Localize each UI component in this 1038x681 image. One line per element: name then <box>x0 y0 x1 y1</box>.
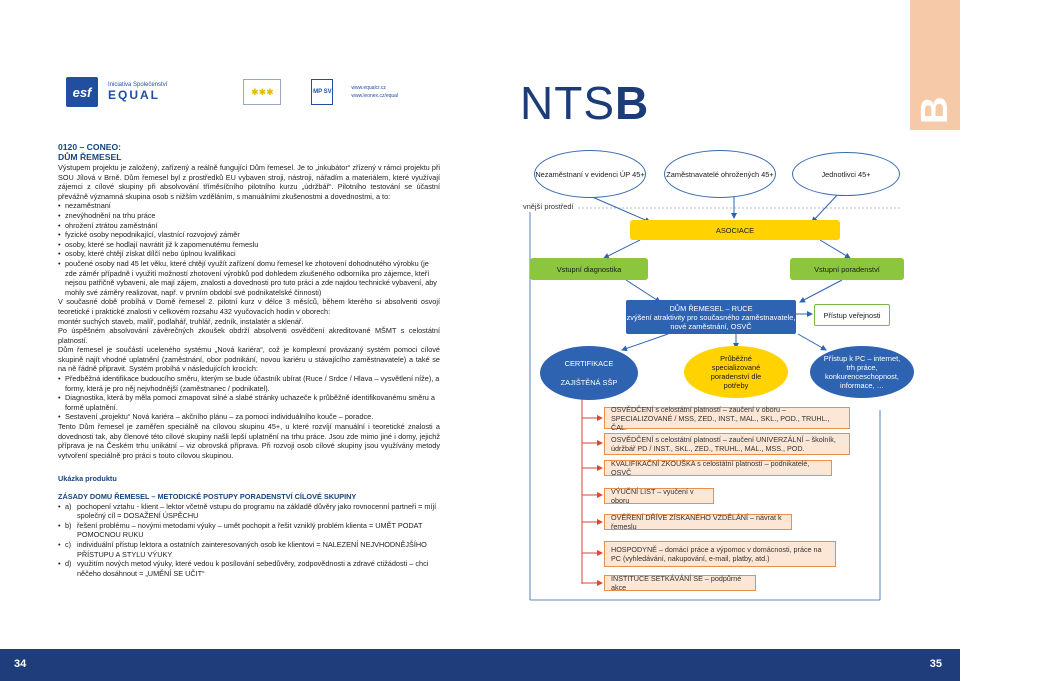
system-steps-list <box>58 374 440 422</box>
output-universal: OSVĚDČENÍ s celostátní platností – zaučení UNIVERZÁLNÍ – školník, údržbář PD / INST., SKL., ZED., TRUHL., MAL., MSS., POD. <box>604 433 850 455</box>
list-item: • Předběžná identifikace budoucího směru, kterým se bude účastník ubírat (Ruce / Srdce / Hlava – vysvětlení níže), a formy, která je pro něj nejvhodnější (zaměstnanec / podnikatel). <box>58 374 440 393</box>
entry-counselling-box: Vstupní poradenství <box>790 258 904 280</box>
left-page <box>0 0 480 681</box>
ongoing-counselling-oval: Průběžné specializované poradenství dle potřeby <box>684 346 788 398</box>
output-verification: OVĚŘENÍ DŘÍVE ZÍSKANÉHO VZDĚLÁNÍ – návrat k řemeslu <box>604 514 792 530</box>
left-footer-bar <box>0 649 480 681</box>
nts-title: NTSB <box>520 77 650 129</box>
example-title: Ukázka produktu <box>58 474 117 484</box>
course-paragraph: V současné době probíhá v Domě řemesel 2. pilotní kurz v délce 3 měsíců, během kterého si absolventi osvojí teoretické i praktické znalosti v celkovém rozsahu 432 vyučovacích hodin v oborech: <box>58 297 440 316</box>
page-number-right: 35 <box>929 658 942 670</box>
employers-oval: Zaměstnavatelé ohrožených 45+ <box>664 150 776 198</box>
list-item: • c) individuální přístup lektora a ostatních zainteresovaných osob ke klientovi = NALEZENÍ NEJVHODNĚJŠÍHO PŘÍSTUPU A STYLU VÝUKY <box>58 540 440 559</box>
equal-logo <box>108 77 167 107</box>
equal-subtitle: Iniciativa Společenství <box>108 82 168 88</box>
target-group-list <box>58 201 440 297</box>
method-list <box>58 502 440 579</box>
pc-access-oval: Přístup k PC – internet, trh práce, konkurenceschopnost, informace, … <box>810 346 914 398</box>
method-title: ZÁSADY DOMU ŘEMESEL – METODICKÉ POSTUPY PORADENSTVÍ CÍLOVÉ SKUPINY <box>58 492 357 501</box>
entry-diagnostics-box: Vstupní diagnostika <box>530 258 648 280</box>
outer-environment-label: vnější prostředí <box>523 202 574 211</box>
esf-logo: esf <box>66 77 98 107</box>
list-item: • osoby, které se hodlají navrátit již k zapomenutému řemeslu <box>58 240 440 250</box>
list-item: • osoby, které chtějí získat dílčí nebo úplnou kvalifikaci <box>58 249 440 259</box>
mpsv-logo: MP SV <box>311 79 333 105</box>
certification-oval <box>540 346 638 400</box>
eu-flag-icon: ✱✱✱ <box>243 79 281 105</box>
list-item: • fyzické osoby nepodnikající, vlastnící rozvojový záměr <box>58 230 440 240</box>
individuals-oval: Jednotlivci 45+ <box>792 152 900 196</box>
list-item: • Diagnostika, která by měla pomoci zmapovat silné a slabé stránky uchazeče k průběžně identifikovanému směru a formě uplatnění. <box>58 393 440 412</box>
output-apprenticeship: VÝUČNÍ LIST – vyučení v oboru <box>604 488 714 504</box>
article-heading: 0120 – CONEO: <box>58 142 122 152</box>
output-specialised: OSVĚDČENÍ s celostátní platností – zaučení v oboru – SPECIALIZOVANÉ / MSS, ZED., INST., MAL., SKL., POD., TRUHL., ČAL. <box>604 407 850 429</box>
output-qualification: KVALIFIKAČNÍ ZKOUŠKA s celostátní platností – podnikatelé, OSVČ <box>604 460 832 476</box>
article-subheading: DŮM ŘEMESEL <box>58 152 122 162</box>
unemployed-oval: Nezaměstnaní v evidenci ÚP 45+ <box>534 150 646 198</box>
course-trades: montér suchých staveb, malíř, podlahář, truhlář, zedník, instalatér a sklenář. <box>58 316 304 326</box>
public-access-box: Přístup veřejnosti <box>814 304 890 326</box>
list-item: • b) řešení problému – novými metodami výuky – umět pochopit a řešit vzniklý problém klienta = UMĚT PODAT POMOCNOU RUKU <box>58 521 440 540</box>
associace-box: ASOCIACE <box>630 220 840 240</box>
nts-vertical-tab: NTS B <box>910 0 960 130</box>
web-links <box>351 84 398 100</box>
article-body <box>58 142 440 578</box>
list-item: • znevýhodnění na trhu práce <box>58 211 440 221</box>
system-paragraph: Dům řemesel je součástí uceleného systému „Nová kariéra“, což je komplexní provázaný systém pomoci cílové skupině najít vhodné uplatnění (zaměstnání, obor podnikání, novou kariéru u stávajícího zaměstnavatele) a také se na ně řádně připravit. Systém probíhá v následujících krocích: <box>58 345 440 374</box>
intro-paragraph: Výstupem projektu je založený, zařízený a reálně fungující Dům řemesel. Je to „inkubátor“ zřízený v rámci projektu při SOU Jílová v Brně. Dům řemesel byl z prostředků EU vybaven stroji, nástroji, nářadím a materiálem, které využívají zájemci z cílové skupiny při absolvování tříměsíčního pilotního kurzu „údržbář“. Pilotního testování se účastní převážně významná skupina osob s nižším vzděláním, s manuálními zkušenostmi a dovednostmi, a to: <box>58 163 440 201</box>
output-meeting: INSTITUCE SETKÁVÁNÍ SE – podpůrné akce <box>604 575 756 591</box>
certification-label: CERTIFIKACE <box>564 359 614 368</box>
list-item: • a) pochopení vztahu - klient – lektor včetně vstupu do programu na základě důvěry jako rovnocenní partneři = míjí společný cíl = DOSAŽENÍ ÚSPĚCHU <box>58 502 440 521</box>
web-link-1[interactable]: www.equalcr.cz <box>351 85 386 91</box>
output-housekeeper: HOSPODYNĚ – domácí práce a výpomoc v domácnosti, práce na PC (vyhledávání, nakupování, e-mail, platby, atd.) <box>604 541 836 567</box>
dum-remesel-title: DŮM ŘEMESEL – RUCE <box>669 303 753 313</box>
right-footer-bar <box>480 649 960 681</box>
list-item: • Sestavení „projektu“ Nová kariéra – akčního plánu – za pomoci individuálního kouče – poradce. <box>58 412 440 422</box>
logo-strip <box>66 76 398 108</box>
dum-remesel-box <box>626 300 796 334</box>
web-link-2[interactable]: www.leonex.cz/equal <box>351 93 399 99</box>
equal-title: EQUAL <box>108 88 160 102</box>
zajistena-label: ZAJIŠTĚNÁ SŠP <box>560 378 618 387</box>
list-item: • poučené osoby nad 45 let věku, které chtějí využít zařízení domu řemesel ke zhotovení dohodnutého výrobku (je zde záměr případně i využití možností zhotovení výrobků pod dohledem zkušeného odborníka pro zájemce, kteří nejsou patřičně vybaveni, ale mají zájem, znalosti a dovednosti pro tuto práci a zde najdou technické vybavení, aby mohly své záměry realizovat, např. v prvním období své podnikatelské činnosti) <box>58 259 440 297</box>
list-item: • d) využitím nových metod výuky, které vedou k posílování sebedůvěry, zodpovědnosti a zdravé ctižádosti – chci něčeho dosáhnout = „UMĚNÍ SE UČIT“ <box>58 559 440 578</box>
list-item: • nezaměstnaní <box>58 201 440 211</box>
dum-remesel-subtitle: zvýšení atraktivity pro současného zaměstnavatele, nové zaměstnání, OSVČ <box>626 312 796 331</box>
certificate-paragraph: Po úspěšném absolvování závěrečných zkoušek obdrží absolventi osvědčení akreditované MŠMT s celostátní platností. <box>58 326 440 345</box>
focus-paragraph: Tento Dům řemesel je zaměřen speciálně na cílovou skupinu 45+, u které rozvíjí manuální i teoretické znalosti a dovednosti tak, aby členové této cílové skupiny našli lepší uplatnění na trhu práce. Jsou zde mimo jiné i domy, jejichž přípravа je na Českém trhu unikátní – viz obrovská příprava. Při rozvoji osob cílové skupiny jsou využívány metody vytvoření speciálně pro práci s touto cílovou skupinou. <box>58 422 440 460</box>
page-number-left: 34 <box>14 658 27 670</box>
list-item: • ohrožení ztrátou zaměstnání <box>58 221 440 231</box>
